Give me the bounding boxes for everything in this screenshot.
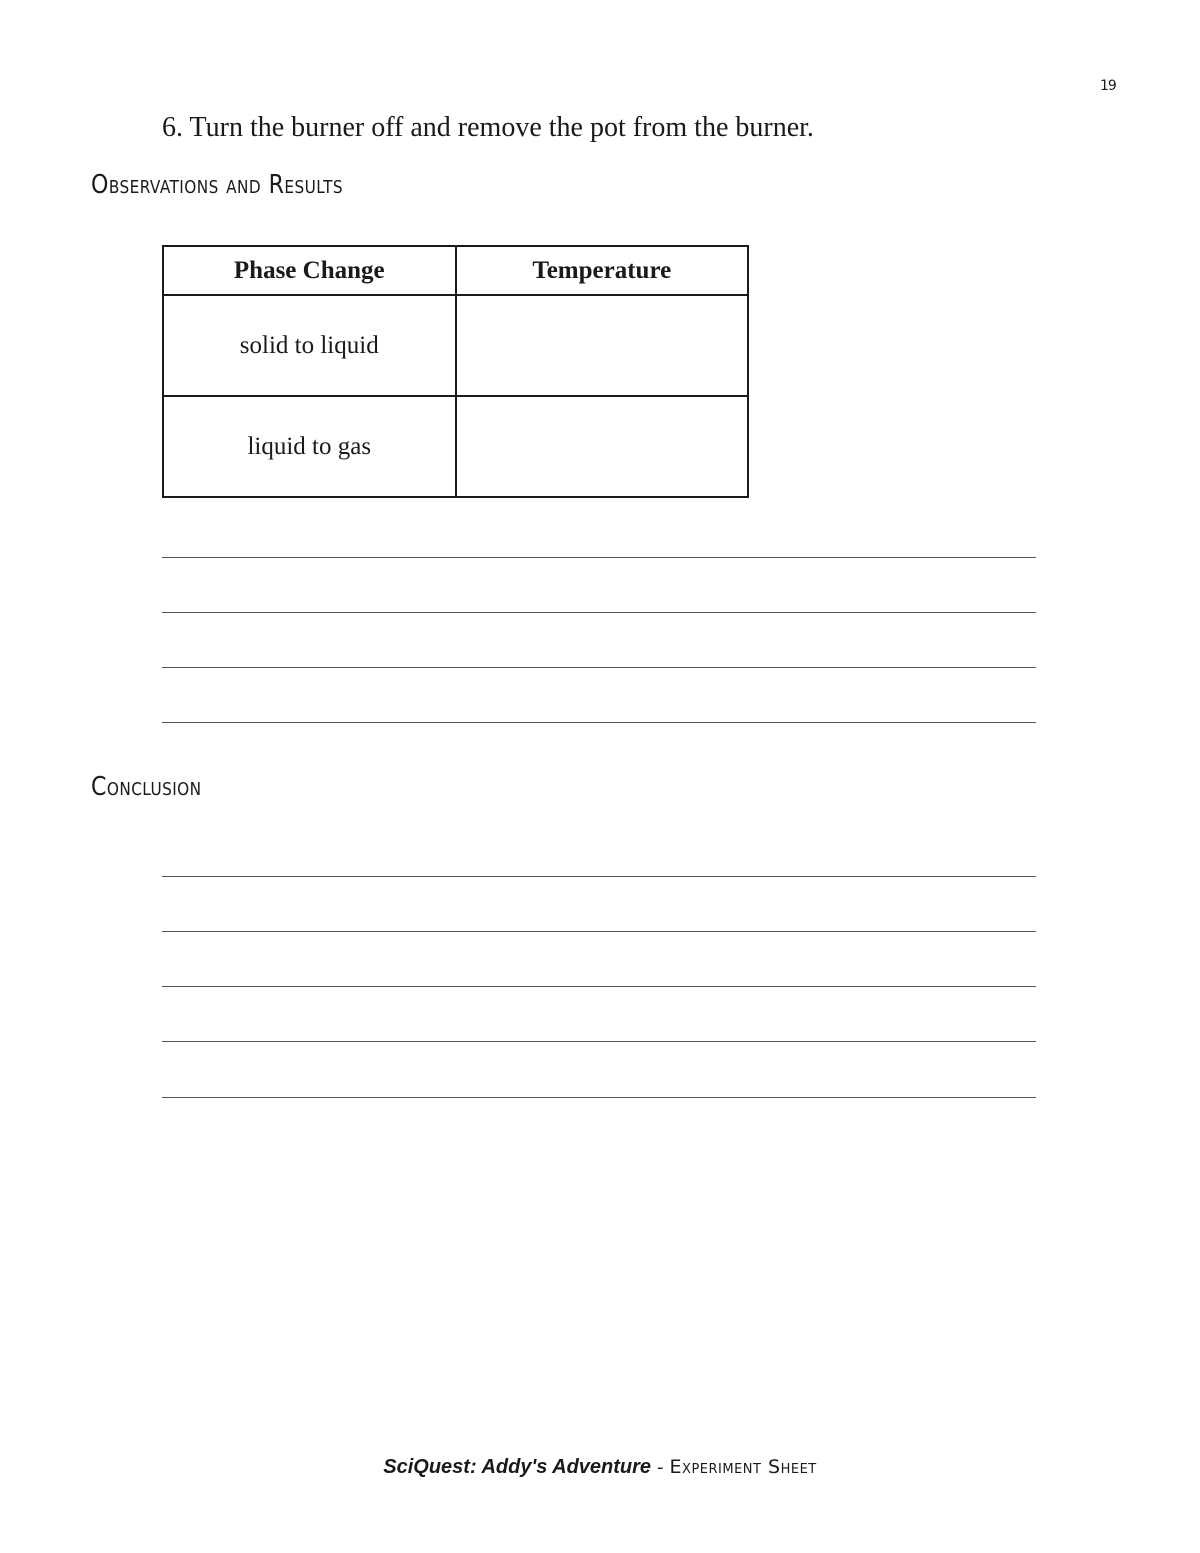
footer (0, 1456, 1200, 1479)
table-row (163, 396, 748, 497)
footer-subtitle: Experiment Sheet (669, 1456, 817, 1478)
conclusion-writing-line[interactable] (162, 1041, 1036, 1042)
results-table (162, 245, 749, 498)
observation-writing-line[interactable] (162, 722, 1036, 723)
observation-writing-line[interactable] (162, 667, 1036, 668)
observation-writing-line[interactable] (162, 557, 1036, 558)
phase-change-cell: liquid to gas (163, 396, 456, 497)
footer-title: SciQuest: Addy's Adventure (383, 1456, 652, 1478)
temperature-cell[interactable] (456, 295, 749, 396)
footer-separator: - (657, 1457, 664, 1478)
conclusion-writing-line[interactable] (162, 986, 1036, 987)
table-header-row (163, 246, 748, 295)
conclusion-writing-line[interactable] (162, 876, 1036, 877)
table-row (163, 295, 748, 396)
step-instruction: 6. Turn the burner off and remove the pot from the burner. (162, 112, 814, 143)
header-phase-change: Phase Change (163, 246, 456, 295)
header-temperature: Temperature (456, 246, 749, 295)
observations-heading: Observations and Results (91, 170, 343, 200)
conclusion-heading: Conclusion (91, 772, 202, 802)
phase-change-cell: solid to liquid (163, 295, 456, 396)
temperature-cell[interactable] (456, 396, 749, 497)
observation-writing-line[interactable] (162, 612, 1036, 613)
page-number: 19 (1100, 78, 1116, 94)
conclusion-writing-line[interactable] (162, 931, 1036, 932)
conclusion-writing-line[interactable] (162, 1097, 1036, 1098)
